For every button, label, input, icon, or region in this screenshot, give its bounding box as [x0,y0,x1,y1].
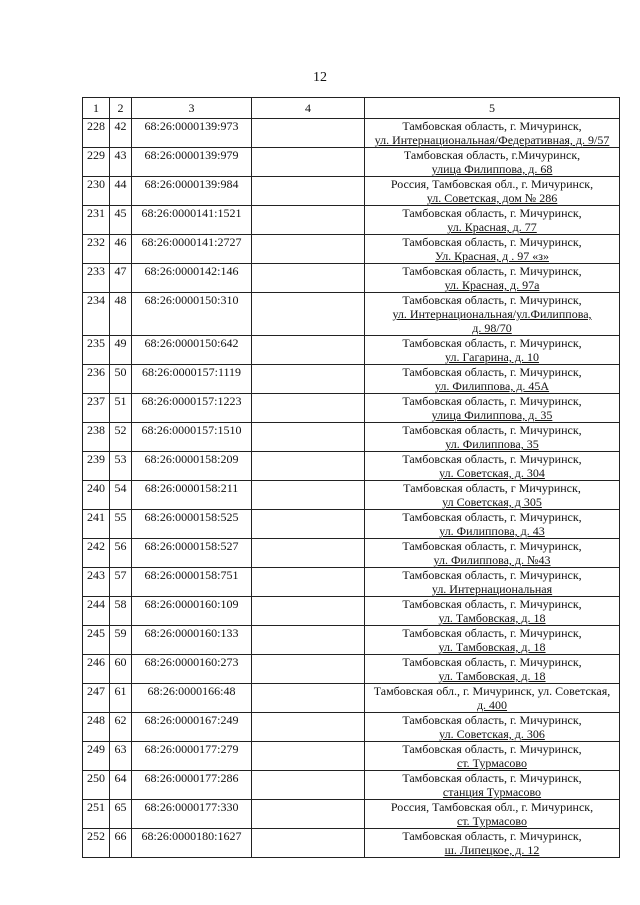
address-line: ул Советская, д 305 [442,495,542,509]
header-cell-4: 4 [252,98,365,119]
address-line: ул. Советская, д. 304 [439,466,545,480]
table-row [83,336,620,365]
cadastral-number-cell: 68:26:0000139:973 [132,119,252,148]
table-body [83,119,620,858]
address-line: Тамбовская область, г. Мичуринск, [402,206,582,220]
sub-number-cell: 49 [110,336,132,365]
sub-number-cell: 45 [110,206,132,235]
sub-number-cell: 50 [110,365,132,394]
registry-table [82,97,620,858]
address-cell [365,742,620,771]
address-cell [365,713,620,742]
empty-cell [252,655,365,684]
address-line: ул. Интернациональная [431,582,553,596]
empty-cell [252,119,365,148]
address-cell [365,452,620,481]
sub-number-cell: 66 [110,829,132,858]
address-line: Тамбовская область, г. Мичуринск, [402,568,582,582]
sub-number-cell: 46 [110,235,132,264]
address-line: ст. Турмасово [457,814,527,828]
cadastral-number-cell: 68:26:0000157:1223 [132,394,252,423]
address-cell [365,626,620,655]
address-cell [365,235,620,264]
address-line: ул. Советская, д. 306 [439,727,545,741]
row-number-cell: 230 [83,177,110,206]
sub-number-cell: 65 [110,800,132,829]
sub-number-cell: 51 [110,394,132,423]
address-line: Тамбовская обл., г. Мичуринск, ул. Советская, [373,684,611,698]
address-line: Тамбовская область, г. Мичуринск, [402,655,582,669]
table-row [83,684,620,713]
table-row [83,597,620,626]
address-line: Тамбовская область, г. Мичуринск, [402,510,582,524]
sub-number-cell: 53 [110,452,132,481]
cadastral-number-cell: 68:26:0000177:279 [132,742,252,771]
sub-number-cell: 57 [110,568,132,597]
table-row [83,452,620,481]
address-cell [365,264,620,293]
row-number-cell: 251 [83,800,110,829]
address-cell [365,423,620,452]
address-cell [365,394,620,423]
address-line: Тамбовская область, г. Мичуринск, [402,293,582,307]
address-cell [365,119,620,148]
address-cell [365,510,620,539]
cadastral-number-cell: 68:26:0000180:1627 [132,829,252,858]
address-line: ш. Липецкое, д. 12 [444,843,540,857]
sub-number-cell: 52 [110,423,132,452]
table-row [83,626,620,655]
address-cell [365,568,620,597]
empty-cell [252,510,365,539]
address-line: Тамбовская область, г. Мичуринск, [402,829,582,843]
table-row [83,568,620,597]
cadastral-number-cell: 68:26:0000177:286 [132,771,252,800]
cadastral-number-cell: 68:26:0000160:109 [132,597,252,626]
empty-cell [252,264,365,293]
cadastral-number-cell: 68:26:0000157:1119 [132,365,252,394]
table-row [83,423,620,452]
sub-number-cell: 47 [110,264,132,293]
address-line: Тамбовская область, г.Мичуринск, [403,148,581,162]
address-line: ул. Филиппова, 35 [445,437,539,451]
header-cell-5: 5 [365,98,620,119]
table-row [83,365,620,394]
address-line: Тамбовская область, г. Мичуринск, [402,771,582,785]
empty-cell [252,394,365,423]
cadastral-number-cell: 68:26:0000167:249 [132,713,252,742]
row-number-cell: 243 [83,568,110,597]
header-cell-1: 1 [83,98,110,119]
table-row [83,829,620,858]
address-line: ул. Тамбовская, д. 18 [438,669,546,683]
address-line: Ул. Красная, д . 97 «з» [435,249,549,263]
address-line: Тамбовская область, г. Мичуринск, [402,539,582,553]
address-cell [365,293,620,336]
address-line: ул. Филиппова, д. №43 [433,553,551,567]
cadastral-number-cell: 68:26:0000158:751 [132,568,252,597]
row-number-cell: 241 [83,510,110,539]
address-cell [365,336,620,365]
address-line: ул. Интернациональная/ул.Филиппова, [392,307,592,321]
empty-cell [252,423,365,452]
address-line: Тамбовская область, г. Мичуринск, [402,235,582,249]
address-line: улица Филиппова, д. 68 [431,162,553,176]
address-line: Тамбовская область, г. Мичуринск, [402,423,582,437]
empty-cell [252,336,365,365]
sub-number-cell: 63 [110,742,132,771]
cadastral-number-cell: 68:26:0000177:330 [132,800,252,829]
row-number-cell: 236 [83,365,110,394]
address-line: Россия, Тамбовская обл., г. Мичуринск, [390,800,594,814]
address-line: ул. Гагарина, д. 10 [445,350,539,364]
sub-number-cell: 56 [110,539,132,568]
address-line: д. 400 [476,698,508,712]
address-line: Тамбовская область, г. Мичуринск, [402,264,582,278]
empty-cell [252,177,365,206]
table-row [83,177,620,206]
address-line: ул. Филиппова, д. 45А [434,379,550,393]
address-line: Тамбовская область, г. Мичуринск, [402,742,582,756]
header-cell-2: 2 [110,98,132,119]
sub-number-cell: 42 [110,119,132,148]
address-cell [365,206,620,235]
cadastral-number-cell: 68:26:0000150:310 [132,293,252,336]
address-cell [365,597,620,626]
address-cell [365,829,620,858]
row-number-cell: 249 [83,742,110,771]
table-row [83,800,620,829]
row-number-cell: 245 [83,626,110,655]
sub-number-cell: 44 [110,177,132,206]
address-line: улица Филиппова, д. 35 [431,408,553,422]
sub-number-cell: 61 [110,684,132,713]
cadastral-number-cell: 68:26:0000142:146 [132,264,252,293]
header-cell-3: 3 [132,98,252,119]
cadastral-number-cell: 68:26:0000160:133 [132,626,252,655]
sub-number-cell: 58 [110,597,132,626]
table-row [83,771,620,800]
cadastral-number-cell: 68:26:0000158:211 [132,481,252,510]
table-row [83,206,620,235]
empty-cell [252,742,365,771]
address-line: станция Турмасово [442,785,542,799]
address-cell [365,148,620,177]
empty-cell [252,206,365,235]
empty-cell [252,293,365,336]
address-line: ул. Тамбовская, д. 18 [438,611,546,625]
cadastral-number-cell: 68:26:0000166:48 [132,684,252,713]
sub-number-cell: 60 [110,655,132,684]
empty-cell [252,713,365,742]
row-number-cell: 238 [83,423,110,452]
table-row [83,235,620,264]
row-number-cell: 233 [83,264,110,293]
table-row [83,394,620,423]
address-line: ул. Интернациональная/Федеративная, д. 9/57 [374,133,610,147]
empty-cell [252,829,365,858]
empty-cell [252,148,365,177]
empty-cell [252,481,365,510]
address-line: Тамбовская область, г. Мичуринск, [402,336,582,350]
empty-cell [252,597,365,626]
cadastral-number-cell: 68:26:0000139:984 [132,177,252,206]
cadastral-number-cell: 68:26:0000158:527 [132,539,252,568]
page-number: 12 [313,70,327,85]
row-number-cell: 228 [83,119,110,148]
row-number-cell: 232 [83,235,110,264]
address-line: ул. Филиппова, д. 43 [439,524,545,538]
address-cell [365,481,620,510]
address-line: ул. Советская, дом № 286 [426,191,558,205]
row-number-cell: 229 [83,148,110,177]
empty-cell [252,235,365,264]
table-row [83,148,620,177]
row-number-cell: 240 [83,481,110,510]
address-line: ул. Красная, д. 77 [447,220,537,234]
table-row [83,742,620,771]
empty-cell [252,800,365,829]
cadastral-number-cell: 68:26:0000150:642 [132,336,252,365]
row-number-cell: 234 [83,293,110,336]
table-row [83,293,620,336]
table-row [83,539,620,568]
table-row [83,510,620,539]
table-row [83,713,620,742]
address-line: Россия, Тамбовская обл., г. Мичуринск, [390,177,594,191]
row-number-cell: 231 [83,206,110,235]
address-cell [365,177,620,206]
empty-cell [252,626,365,655]
empty-cell [252,539,365,568]
table-row [83,655,620,684]
header-row [83,98,620,119]
empty-cell [252,568,365,597]
sub-number-cell: 64 [110,771,132,800]
sub-number-cell: 48 [110,293,132,336]
cadastral-number-cell: 68:26:0000141:1521 [132,206,252,235]
row-number-cell: 246 [83,655,110,684]
row-number-cell: 247 [83,684,110,713]
address-line: д. 98/70 [472,321,512,335]
address-cell [365,684,620,713]
address-line: ст. Турмасово [457,756,527,770]
table-row [83,481,620,510]
address-line: Тамбовская область, г. Мичуринск, [402,597,582,611]
sub-number-cell: 62 [110,713,132,742]
address-cell [365,771,620,800]
empty-cell [252,365,365,394]
cadastral-number-cell: 68:26:0000158:525 [132,510,252,539]
cadastral-number-cell: 68:26:0000139:979 [132,148,252,177]
address-line: ул. Красная, д. 97а [444,278,540,292]
empty-cell [252,684,365,713]
row-number-cell: 237 [83,394,110,423]
row-number-cell: 242 [83,539,110,568]
address-line: Тамбовская область, г. Мичуринск, [402,713,582,727]
row-number-cell: 248 [83,713,110,742]
address-cell [365,539,620,568]
sub-number-cell: 54 [110,481,132,510]
cadastral-number-cell: 68:26:0000158:209 [132,452,252,481]
address-line: Тамбовская область, г. Мичуринск, [402,119,582,133]
row-number-cell: 250 [83,771,110,800]
table-row [83,119,620,148]
cadastral-number-cell: 68:26:0000160:273 [132,655,252,684]
sub-number-cell: 59 [110,626,132,655]
empty-cell [252,771,365,800]
table-row [83,264,620,293]
address-line: Тамбовская область, г. Мичуринск, [402,365,582,379]
cadastral-number-cell: 68:26:0000157:1510 [132,423,252,452]
address-line: Тамбовская область, г. Мичуринск, [402,452,582,466]
address-cell [365,655,620,684]
sub-number-cell: 43 [110,148,132,177]
sub-number-cell: 55 [110,510,132,539]
row-number-cell: 252 [83,829,110,858]
address-line: ул. Тамбовская, д. 18 [438,640,546,654]
address-cell [365,800,620,829]
cadastral-number-cell: 68:26:0000141:2727 [132,235,252,264]
address-cell [365,365,620,394]
row-number-cell: 235 [83,336,110,365]
row-number-cell: 244 [83,597,110,626]
address-line: Тамбовская область, г. Мичуринск, [402,626,582,640]
address-line: Тамбовская область, г. Мичуринск, [402,394,582,408]
row-number-cell: 239 [83,452,110,481]
empty-cell [252,452,365,481]
table-header [83,98,620,119]
address-line: Тамбовская область, г Мичуринск, [403,481,581,495]
